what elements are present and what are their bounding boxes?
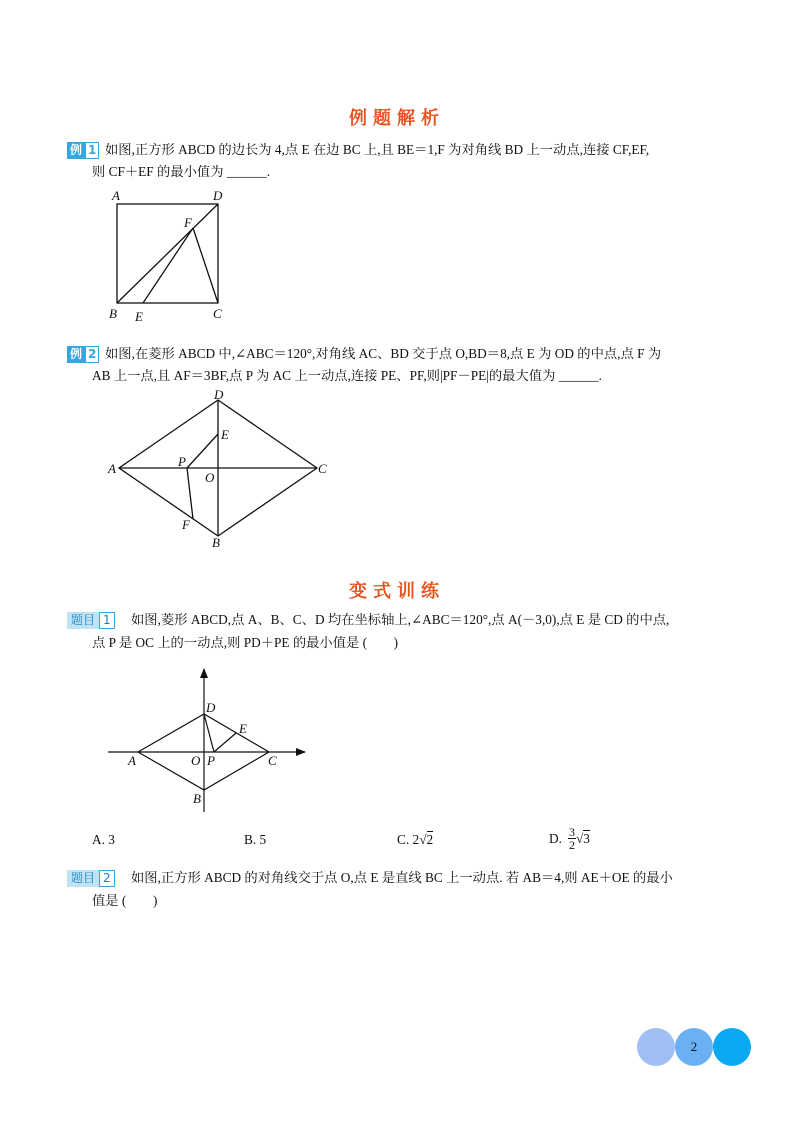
example2-text-line2: AB 上一点,且 AF＝3BF,点 P 为 AC 上一动点,连接 PE、PF,则|PF－PE|的最大值为 ______. xyxy=(92,368,602,383)
example-tag xyxy=(67,346,99,363)
option-d-denominator: 2 xyxy=(568,838,575,852)
option-a-letter: A. xyxy=(92,832,105,847)
example-tag-number: 2 xyxy=(85,346,99,363)
segment-dp xyxy=(204,714,214,752)
label-a: A xyxy=(128,753,136,768)
problem-tag-number: 2 xyxy=(99,870,115,887)
option-d-radicand: 3 xyxy=(583,831,590,846)
example-tag xyxy=(67,142,99,159)
label-d: D xyxy=(213,188,223,203)
option-a[interactable] xyxy=(92,832,115,848)
option-c-radicand: 2 xyxy=(426,832,434,847)
option-d-numerator: 3 xyxy=(568,825,575,839)
label-f: F xyxy=(182,517,190,532)
problem-tag-label: 题目 xyxy=(67,612,99,629)
example2-rhombus-diagram xyxy=(100,386,340,552)
label-p: P xyxy=(178,454,186,469)
section-title-practice: 变式训练 xyxy=(349,581,445,602)
label-a: A xyxy=(108,461,116,476)
option-d[interactable] xyxy=(549,826,590,851)
problem2-text-line1: 如图,正方形 ABCD 的对角线交于点 O,点 E 是直线 BC 上一动点. 若 AB＝4,则 AE＋OE 的最小 xyxy=(131,870,673,885)
segment-pf xyxy=(187,468,193,519)
label-c: C xyxy=(213,306,222,321)
example2-text-line1: 如图,在菱形 ABCD 中,∠ABC＝120°,对角线 AC、BD 交于点 O,BD＝8,点 E 为 OD 的中点,点 F 为 xyxy=(105,346,662,361)
label-d: D xyxy=(206,700,216,715)
segment-fc xyxy=(193,228,218,303)
label-a: A xyxy=(112,188,120,203)
label-b: B xyxy=(193,791,201,806)
example-tag-number: 1 xyxy=(85,142,99,159)
page-decor-circle-left xyxy=(637,1028,675,1066)
example1-text-line2: 则 CF＋EF 的最小值为 ______. xyxy=(92,164,271,179)
label-p: P xyxy=(207,753,215,768)
option-b[interactable] xyxy=(244,832,266,848)
section-title-examples: 例题解析 xyxy=(349,108,445,129)
option-c[interactable] xyxy=(397,832,433,848)
problem1-coordinate-diagram xyxy=(100,664,320,814)
page-number: 2 xyxy=(690,1039,698,1054)
problem1-text-line2: 点 P 是 OC 上的一动点,则 PD＋PE 的最小值是 ( ) xyxy=(92,635,399,650)
segment-pe xyxy=(187,434,218,468)
option-b-value: 5 xyxy=(259,832,267,847)
option-c-coefficient: 2 xyxy=(412,832,420,847)
example1-text-line1: 如图,正方形 ABCD 的边长为 4,点 E 在边 BC 上,且 BE＝1,F 为对角线 BD 上一动点,连接 CF,EF, xyxy=(105,142,650,157)
sqrt-sign: √ xyxy=(575,830,584,846)
problem2-text-line2: 值是 ( ) xyxy=(92,893,158,908)
problem-tag-number: 1 xyxy=(99,612,115,629)
label-b: B xyxy=(212,535,220,550)
page-number-badge xyxy=(675,1028,713,1066)
option-d-fraction xyxy=(568,826,576,851)
page-decor-circle-right xyxy=(713,1028,751,1066)
option-a-value: 3 xyxy=(108,832,115,847)
label-d: D xyxy=(214,387,224,402)
problem1-text-line1: 如图,菱形 ABCD,点 A、B、C、D 均在坐标轴上,∠ABC＝120°,点 A(－3,0),点 E 是 CD 的中点, xyxy=(131,612,670,627)
label-c: C xyxy=(268,753,277,768)
problem-tag xyxy=(67,870,115,887)
segment-pe xyxy=(214,733,236,752)
problem-tag xyxy=(67,612,115,629)
option-d-letter: D. xyxy=(549,830,562,846)
example1-square-diagram xyxy=(100,184,240,326)
label-b: B xyxy=(109,306,117,321)
label-o: O xyxy=(205,470,215,485)
problem-tag-label: 题目 xyxy=(67,870,99,887)
sqrt-sign: √ xyxy=(419,832,427,847)
label-e: E xyxy=(221,427,229,442)
diagonal-bd xyxy=(117,204,218,303)
label-c: C xyxy=(318,461,327,476)
segment-fe xyxy=(143,228,193,303)
label-f: F xyxy=(184,215,192,230)
example-tag-label: 例 xyxy=(67,346,85,363)
option-c-letter: C. xyxy=(397,832,410,847)
label-e: E xyxy=(239,721,247,736)
label-e: E xyxy=(135,309,143,324)
option-b-letter: B. xyxy=(244,832,257,847)
label-o: O xyxy=(191,753,201,768)
example-tag-label: 例 xyxy=(67,142,85,159)
